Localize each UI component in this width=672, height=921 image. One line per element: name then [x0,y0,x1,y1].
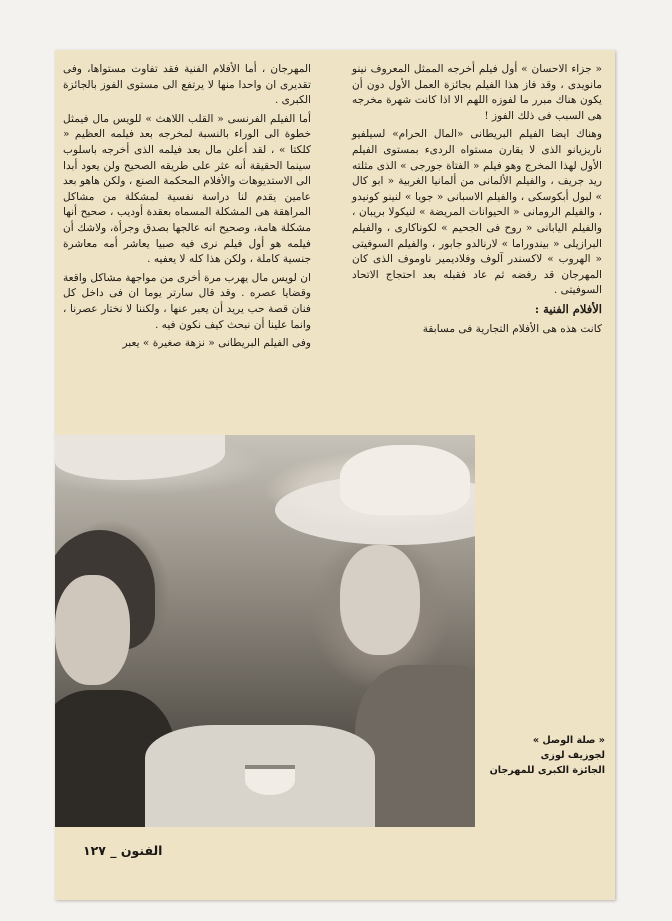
paragraph: ان لويس مال يهرب مرة أخرى من مواجهة مشاكل واقعة وقضايا عصره . وقد قال سارتر يوما ان فى داخل كل فنان قصة حب يريد أن يعبر عنها ، ولكننا لا نختار عصرنا ، وانما علينا أن نبحث كيف نكون فيه . [63,271,311,331]
section-subheading: الأفلام الفنية : [534,301,602,316]
article-column-left [63,62,311,355]
paragraph: كانت هذه هى الأفلام التجارية فى مسابقة [422,322,602,335]
caption-award: الجائزة الكبرى للمهرجان [489,765,605,776]
caption-title: « صلة الوصل » [532,735,605,746]
face-shape [55,575,130,685]
film-still-photo [55,435,475,827]
page-footer: الفنون _ ١٢٧ [83,843,163,858]
paragraph: المهرجان ، أما الأفلام الفنية فقد تفاوت مستواها، وفى تقديرى ان واحدا منها لا يرتفع الى مستوى الفوز بالجائزة الكبرى . [63,63,311,107]
hat-crown-shape [340,445,470,515]
photo-caption [487,733,605,778]
paragraph: وهناك ايضا الفيلم البريطانى «المال الحرام» لسيلفيو ناريزيانو الذى لا يقارن مستواه الردىء بمستوى الفيلم الأول لهذا المخرج وهو فيلم « الفتاة جورجى » الذى مثلته ريد جريف ، والفيلم الألمانى من ألمانيا الغربية « ابو كال » لبول أبكوسكى ، والفيلم الاسبانى « جويا » لنينو كونيدو ، والفيلم الرومانى « الحيوانات المريضة » لنيكولا بريبان ، والفيلم اليابانى « روح فى الجحيم » لكوناكارى ، والفيلم البرازيلى « بيندوراما » لارنالدو جابور ، والفيلم السوفيتى « الهروب » لاكسندر آلوف وفلاديمير ناوموف الذى كان المهرجان قد رفضه ثم عاد فقبله بعد احتجاج الاتحاد السوفيتى . [352,128,602,297]
magazine-page [55,50,615,900]
teacup-shape [245,765,295,795]
paragraph: وفى الفيلم البريطانى « نزهة صغيرة » يعبر [122,337,311,350]
paragraph: أما الفيلم الفرنسى « القلب اللاهث » للويس مال فيمثل خطوة الى الوراء بالنسبة لمخرجه بعد فيلمه العظيم « كلكتا » ، لقد أعلن مال بعد فيلمه الذى أخرجه باسلوب سينما الحقيقة أنه عثر على طريقه الصحيح ولن يعود أبدا الى الاستديوهات والأفلام المحكمة الصنع ، ولكن هاهو بعد عامين يقدم لنا دراسة نفسية لمشكلة من مشاكل المراهقة هى المشكلة المسماه بعقدة أوديب ، صحيح أنها مشكلة هامة، وصحيح انه عالجها بصدق وجرأة، ولاشك أن فيلمه هو أول فيلم نرى فيه صبيا يعاشر أمه معاشرة جنسية كاملة ، ولكن هذا كله لا يعفيه . [63,112,311,266]
paragraph: « جزاء الاحسان » أول فيلم أخرجه الممثل المعروف نينو مانويدى ، وقد فاز هذا الفيلم بجائزة العمل الأول دون أن يكون هناك مبرر ما لفوزه اللهم الا اذا كانت شهرة مخرجه هى السبب فى ذلك الفوز ! [352,63,602,122]
article-column-right [352,62,602,340]
hat-shape [55,435,225,480]
caption-director: لجوزيف لوزى [540,750,605,761]
face-shape [340,545,420,655]
